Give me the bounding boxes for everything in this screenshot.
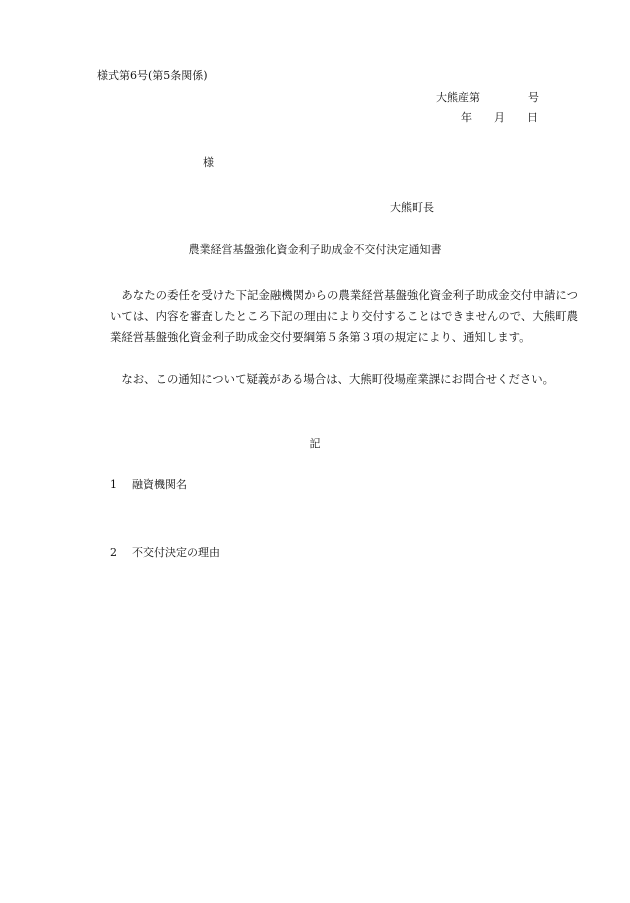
document-number-suffix: 号: [528, 91, 539, 104]
list-item: [110, 544, 220, 560]
date-month: 月: [494, 111, 505, 124]
body-paragraph-2: [110, 369, 578, 390]
document-date: [461, 109, 538, 125]
item-label: 融資機関名: [132, 478, 187, 491]
paragraph-2-text: なお、この通知について疑義がある場合は、大熊町役場産業課にお問合せください。: [121, 372, 555, 386]
date-day: 日: [527, 111, 538, 124]
document-number-prefix: 大熊産第: [436, 91, 480, 104]
item-label: 不交付決定の理由: [132, 546, 220, 559]
form-label: 様式第6号(第5条関係): [97, 69, 208, 82]
document-title: 農業経営基盤強化資金利子助成金不交付決定通知書: [188, 243, 442, 256]
addressee-honorific: 様: [203, 156, 214, 169]
item-number: 2: [110, 546, 117, 559]
issuer-name: 大熊町長: [390, 201, 434, 214]
date-year: 年: [461, 111, 472, 124]
paragraph-1-text: あなたの委任を受けた下記金融機関からの農業経営基盤強化資金利子助成金交付申請については、内容を審査したところ下記の理由により交付することはできませんので、大熊町農業経営基盤強化資金利子助成金交付要綱第５条第３項の規定により、通知します。: [110, 288, 578, 344]
body-paragraph-1: [110, 285, 578, 348]
list-item: [110, 476, 187, 492]
document-number: [436, 89, 539, 105]
ki-heading: 記: [309, 437, 321, 450]
item-number: 1: [110, 478, 117, 491]
